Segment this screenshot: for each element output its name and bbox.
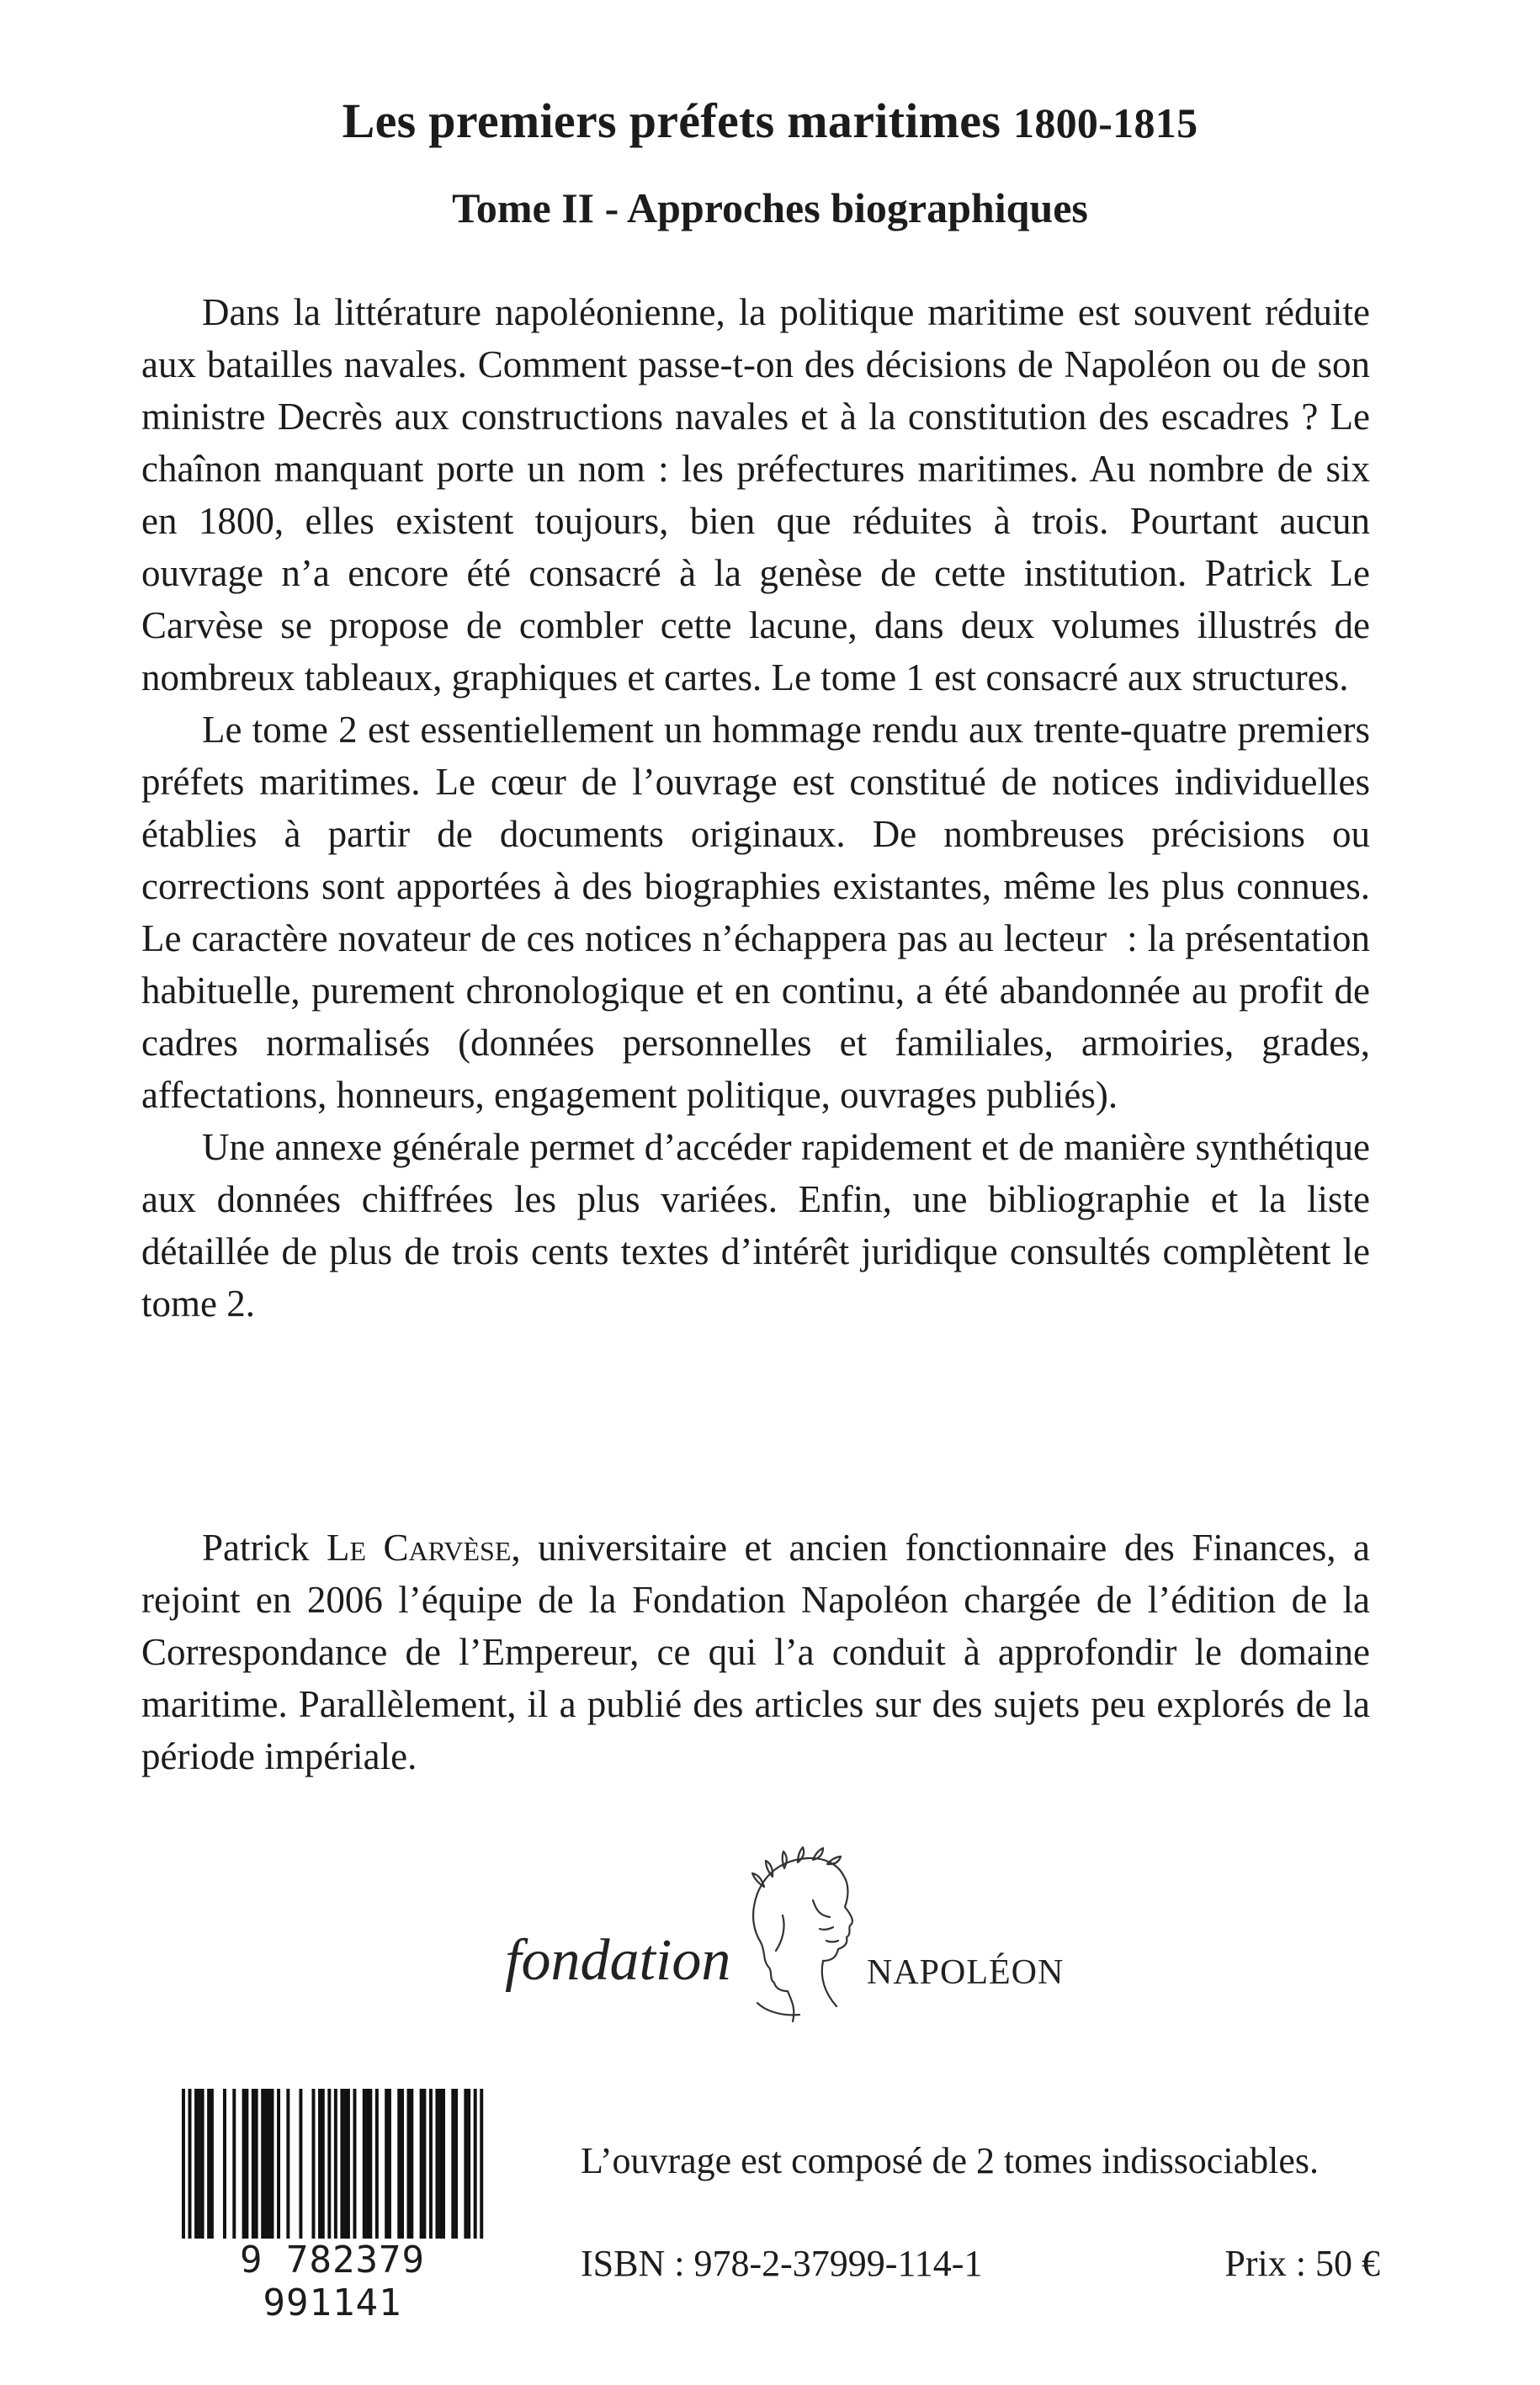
- barcode-bar: [442, 2089, 445, 2239]
- summary-paragraph-2: Le tome 2 est essentiellement un hommage rendu aux trente-quatre premiers préfets maritimes. Le cœur de l’ouvrage est constitué de notices individuelles établies à partir de documents originaux. De nombreuses précisions ou corrections sont apportées à des biographies existantes, même les plus connues. Le caractère novateur de ces notices n’échappera pas au lecteur : la présentation habituelle, purement chronologique et en continu, a été abandonnée au profit de cadres normalisés (données personnelles et familiales, armoiries, grades, affectations, honneurs, engagement politique, ouvrages publiés).: [141, 709, 1370, 1116]
- barcode-bar: [210, 2089, 214, 2239]
- barcode-bar: [245, 2089, 248, 2239]
- barcode-bar: [252, 2089, 255, 2239]
- summary-text: [141, 286, 1370, 1330]
- barcode-bar: [286, 2089, 289, 2239]
- barcode-bar: [334, 2089, 337, 2257]
- barcode-bar: [464, 2089, 467, 2239]
- book-subtitle: Tome II - Approches biographiques: [452, 184, 1088, 231]
- barcode-bar: [255, 2089, 258, 2239]
- barcode-bar: [410, 2089, 413, 2239]
- barcode-bar: [407, 2089, 411, 2239]
- barcode-bar: [277, 2089, 280, 2239]
- composition-note: L’ouvrage est composé de 2 tomes indissociables.: [581, 2140, 1319, 2181]
- barcode-bar: [385, 2089, 388, 2239]
- barcode-bar: [375, 2089, 379, 2239]
- book-title: [0, 93, 1540, 149]
- book-title-main: Les premiers préfets maritimes: [342, 93, 1001, 148]
- author-last-name: Le Carvèse: [326, 1527, 512, 1569]
- summary-paragraph-3: Une annexe générale permet d’accéder rapidement et de manière synthétique aux données chiffrées les plus variées. Enfin, une bibliographie et la liste détaillée de plus de trois cents textes d’intérêt juridique consultés complètent le tome 2.: [141, 1126, 1370, 1325]
- barcode-bar: [194, 2089, 198, 2239]
- barcode-bar: [438, 2089, 442, 2239]
- barcode-bar: [454, 2089, 458, 2239]
- barcode-bar: [369, 2089, 372, 2239]
- barcode-bar: [268, 2089, 271, 2239]
- barcode-bar: [343, 2089, 347, 2239]
- barcode-bar: [366, 2089, 369, 2239]
- barcode-bar: [201, 2089, 204, 2239]
- barcode-bar: [271, 2089, 274, 2239]
- publisher-logo: [505, 1835, 1128, 2053]
- barcode-bar: [223, 2089, 226, 2239]
- barcode-bar: [435, 2089, 438, 2239]
- barcode-bar: [207, 2089, 210, 2239]
- barcode-bar: [299, 2089, 302, 2239]
- logo-word-napoleon: NAPOLÉON: [867, 1953, 1065, 1992]
- barcode-bar: [189, 2089, 192, 2257]
- barcode-bar: [397, 2089, 401, 2239]
- barcode-digits: 9 782379 991141: [160, 2239, 505, 2324]
- napoleon-laurel-profile-icon: [732, 1835, 875, 2037]
- logo-word-fondation: fondation: [505, 1928, 731, 1993]
- barcode-bar: [353, 2089, 356, 2239]
- isbn: ISBN : 978-2-37999-114-1: [581, 2243, 983, 2284]
- barcode-bar: [312, 2089, 316, 2239]
- barcode-bar: [318, 2089, 321, 2239]
- barcode-bar: [182, 2089, 185, 2257]
- barcode-bar: [474, 2089, 477, 2257]
- barcode-bar: [340, 2089, 343, 2239]
- book-title-years: 1800-1815: [1013, 99, 1198, 146]
- barcode-bar: [401, 2089, 404, 2239]
- barcode-bar: [363, 2089, 366, 2239]
- barcode-bar: [261, 2089, 264, 2239]
- barcode-bar: [347, 2089, 350, 2239]
- barcode-bar: [327, 2089, 331, 2257]
- summary-paragraph-1: Dans la littérature napoléonienne, la politique maritime est souvent réduite aux batailles navales. Comment passe-t-on des décisions de Napoléon ou de son ministre Decrès aux constructions navales et à la constitution des escadres ? Le chaînon manquant porte un nom : les préfectures maritimes. Au nombre de six en 1800, elles existent toujours, bien que réduites à trois. Pourtant aucun ouvrage n’a encore été consacré à la genèse de cette institution. Patrick Le Carvèse se propose de combler cette lacune, dans deux volumes illustrés de nombreux tableaux, graphiques et cartes. Le tome 1 est consacré aux structures.: [141, 291, 1370, 699]
- barcode-bar: [242, 2089, 246, 2239]
- barcode-bar: [429, 2089, 433, 2239]
- author-first-name: Patrick: [202, 1527, 310, 1569]
- author-bio: [141, 1522, 1370, 1782]
- barcode-bar: [467, 2089, 470, 2239]
- price: Prix : 50 €: [1224, 2243, 1380, 2284]
- barcode-bar: [451, 2089, 454, 2239]
- barcode-bar: [198, 2089, 201, 2239]
- author-bio-text: , universitaire et ancien fonctionnaire des Finances, a rejoint en 2006 l’équipe de la Fondation Napoléon chargée de l’édition de la Correspondance de l’Empereur, ce qui l’a conduit à approfondir le domaine maritime. Parallèlement, il a publié des articles sur des sujets peu explorés de la période impériale.: [141, 1527, 1370, 1777]
- barcode-bar: [232, 2089, 236, 2239]
- barcode-bar: [321, 2089, 325, 2239]
- author-bio-paragraph: [141, 1522, 1370, 1782]
- barcode-bar: [388, 2089, 391, 2239]
- barcode-bar: [480, 2089, 483, 2257]
- barcode-bar: [420, 2089, 423, 2239]
- barcode-bar: [264, 2089, 268, 2239]
- barcode-bar: [422, 2089, 426, 2239]
